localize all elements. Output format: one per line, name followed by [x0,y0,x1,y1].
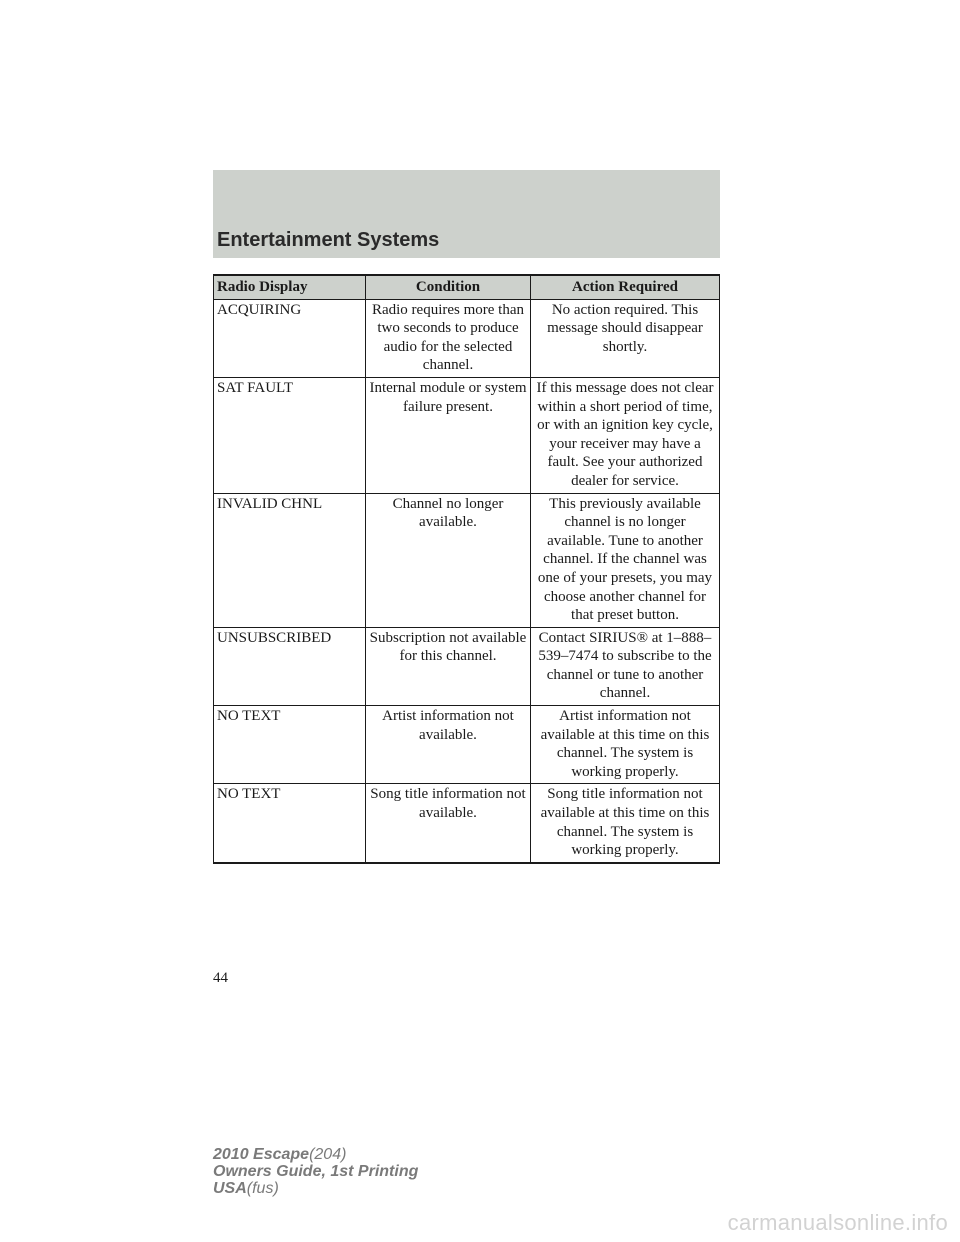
table-row [214,784,720,863]
column-header-radio-display: Radio Display [214,275,366,299]
section-header-bar [213,170,720,258]
footer-line-market [213,1180,418,1197]
table-row [214,627,720,705]
condition-cell: Radio requires more than two seconds to produce audio for the selected channel. [366,299,531,377]
radio-display-cell: INVALID CHNL [214,493,366,627]
condition-cell: Song title information not available. [366,784,531,863]
radio-display-cell: SAT FAULT [214,377,366,493]
footer-market-code: (fus) [246,1180,279,1197]
action-cell: If this message does not clear within a short period of time, or with an ignition key cycle, your receiver may have a fault. See your authorized dealer for service. [531,377,720,493]
radio-display-cell: ACQUIRING [214,299,366,377]
table-row [214,299,720,377]
condition-cell: Artist information not available. [366,706,531,784]
table-row [214,377,720,493]
action-cell: No action required. This message should disappear shortly. [531,299,720,377]
action-cell: Song title information not available at this time on this channel. The system is working properly. [531,784,720,863]
footer-line-edition: Owners Guide, 1st Printing [213,1163,419,1180]
table-row [214,706,720,784]
condition-cell: Subscription not available for this channel. [366,627,531,705]
action-cell: Artist information not available at this time on this channel. The system is working properly. [531,706,720,784]
print-footer [213,1146,418,1197]
footer-line-model [213,1146,418,1163]
condition-cell: Internal module or system failure present. [366,377,531,493]
column-header-condition: Condition [366,275,531,299]
condition-cell: Channel no longer available. [366,493,531,627]
radio-display-cell: NO TEXT [214,784,366,863]
radio-display-cell: UNSUBSCRIBED [214,627,366,705]
footer-model-code: (204) [309,1146,347,1163]
radio-display-table [213,274,720,864]
site-watermark: carmanualsonline.info [727,1210,948,1235]
section-title: Entertainment Systems [217,229,440,251]
table-header-row [214,275,720,299]
footer-market: USA [213,1180,247,1197]
radio-display-cell: NO TEXT [214,706,366,784]
page-number: 44 [213,970,228,986]
column-header-action-required: Action Required [531,275,720,299]
footer-model: 2010 Escape [213,1146,310,1163]
action-cell: This previously available channel is no longer available. Tune to another channel. If the channel was one of your presets, you may choose another channel for that preset button. [531,493,720,627]
action-cell: Contact SIRIUS® at 1–888–539–7474 to subscribe to the channel or tune to another channel. [531,627,720,705]
table-row [214,493,720,627]
